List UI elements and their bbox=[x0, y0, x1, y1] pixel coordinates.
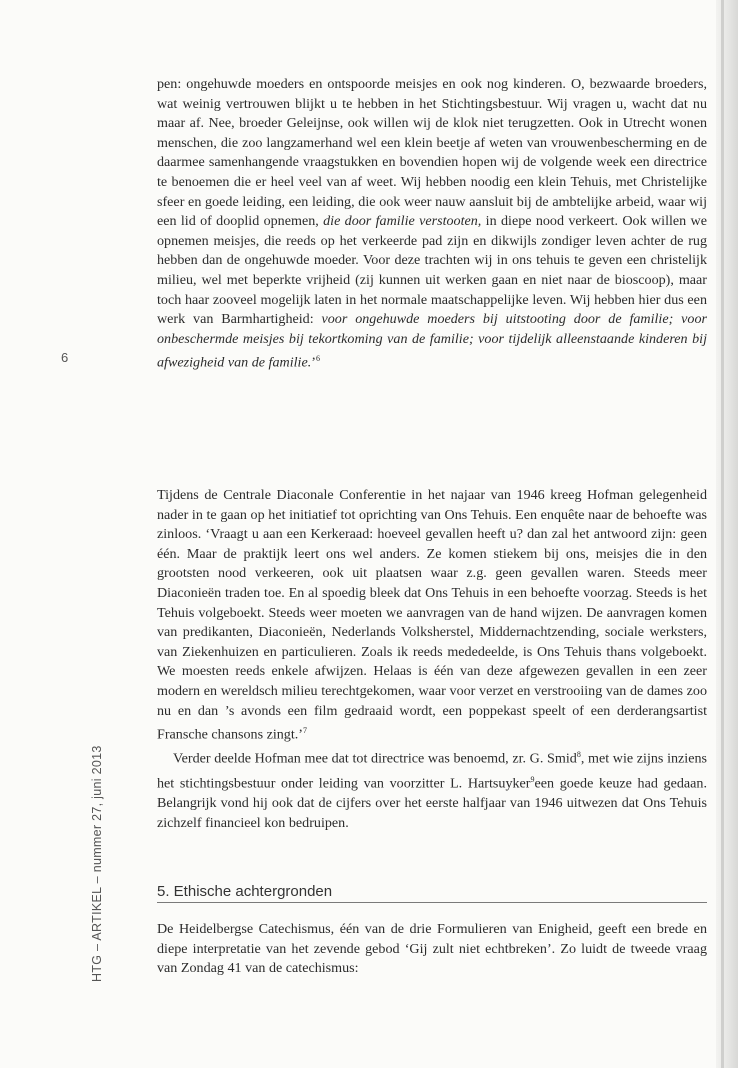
running-head: HTG – ARTIKEL – nummer 27, juni 2013 bbox=[90, 745, 104, 982]
page-number: 6 bbox=[61, 350, 69, 365]
page-edge-shadow bbox=[716, 0, 738, 1068]
para2b-text-b: , met wie zijns inziens het stichtingsbestuur onder leiding van voorzitter L. Hartsuyker bbox=[157, 751, 707, 792]
footnote-ref-6: 6 bbox=[315, 354, 320, 364]
para1-italic-b: die door familie verstooten, bbox=[323, 213, 482, 230]
para2-text: Tijdens de Centrale Diaconale Conferentie in het najaar van 1946 kreeg Hofman gelegenheid nader in te gaan op het initiatief tot oprichting van Ons Tehuis. Een enquête naar de behoefte was zinloos. ‘Vraagt u aan een Kerkeraad: hoeveel gevallen heeft u? dan zal het antwoord zijn: geen één. Maar de praktijk leert ons wel anders. Ze komen stiekem bij ons, meisjes die in den grootsten nood verkeeren, ook uit plaatsen waar z.g. geen gevallen waren. Steeds meer Diaconieën traden toe. En al spoedig bleek dat Ons Tehuis in een behoefte voorzag. Steeds is het Tehuis volgeboekt. Steeds weer moeten we aanvragen van de hand wijzen. De aanvragen komen van predikanten, Diaconieën, Nederlands Volksherstel, Middernachtzending, sociale werksters, van Ziekenhuizen en particulieren. Zoals ik reeds mededeelde, is Ons Tehuis thans volgeboekt. We moesten reeds enkele afwijzen. Helaas is één van deze afgewezen gevallen in een zeer modern en wereldsch milieu terechtgekomen, waar voor verzet en verstrooiing van de dames zoo nu en dan ’s avonds een film gedraaid wordt, een poppekast speelt of een derderangsartist Fransche chansons zingt.’ bbox=[157, 487, 707, 743]
footnote-ref-8: 8 bbox=[576, 750, 581, 760]
footnote-ref-7: 7 bbox=[303, 726, 307, 736]
footnote-ref-9: 9 bbox=[530, 774, 535, 784]
paragraph-catechism bbox=[157, 920, 707, 979]
para1-italic-d: voor ongehuwde moeders bij uitstooting door de familie; voor onbeschermde meisjes bij tekortkoming van de familie; voor tijdelijk alleenstaande kinderen bij afwezigheid van de familie. bbox=[157, 311, 707, 371]
section-heading: 5. Ethische achtergronden bbox=[157, 883, 707, 903]
paragraph-conference bbox=[157, 486, 707, 833]
para2b-text-a: Verder deelde Hofman mee dat tot directrice was benoemd, zr. G. Smid bbox=[173, 751, 577, 768]
para2b-text-c: een goede keuze had gedaan. Belangrijk vond hij ook dat de cijfers over het eerste halfjaar van 1946 uitwezen dat Ons Tehuis zichzelf financieel kon bedruipen. bbox=[157, 775, 707, 831]
para1-text-e: ’ bbox=[311, 355, 316, 371]
page-edge-line bbox=[721, 0, 724, 1068]
para3-text: De Heidelbergse Catechismus, één van de drie Formulieren van Enigheid, geeft een brede en diepe interpretatie van het zevende gebod ‘Gij zult niet echtbreken’. Zo luidt de tweede vraag van Zondag 41 van de catechismus: bbox=[157, 921, 707, 977]
para1-text-a: pen: ongehuwde moeders en ontspoorde meisjes en ook nog kinderen. O, bezwaarde broeders, wat weinig vertrouwen blijkt u te hebben in het Stichtingsbestuur. Wij vragen u, wacht dat nu maar af. Nee, broeder Geleijnse, ook willen wij de klok niet terugzetten. Ook in Utrecht wonen menschen, die zoo langzamerhand wel een klein beetje af weten van vrouwenbescherming en de daarmee samenhangende vraagstukken en bovendien hopen wij de volgende week een directrice te benoemen die er heel veel van af weet. Wij hebben noodig een klein Tehuis, met Christelijke sfeer en goede leiding, een leiding, die ook weer nauw aansluit bij de ambtelijke arbeid, waar wij een lid of dooplid opnemen, bbox=[157, 76, 707, 230]
para1-text-c: in diepe nood verkeert. Ook willen we opnemen meisjes, die reeds op het verkeerde pad zijn en dikwijls zondiger leven achter de rug hebben dan de ongehuwde moeder. Voor deze trachten wij in ons tehuis te geven een christelijk milieu, wel met beperkte vrijheid (zij kunnen uit werken gaan en niet naar de bioscoop), maar toch haar zooveel mogelijk laten in het normale maatschappelijke leven. Wij hebben hier dus een werk van Barmhartigheid: bbox=[157, 213, 707, 328]
paragraph-quote-continued bbox=[157, 75, 707, 374]
